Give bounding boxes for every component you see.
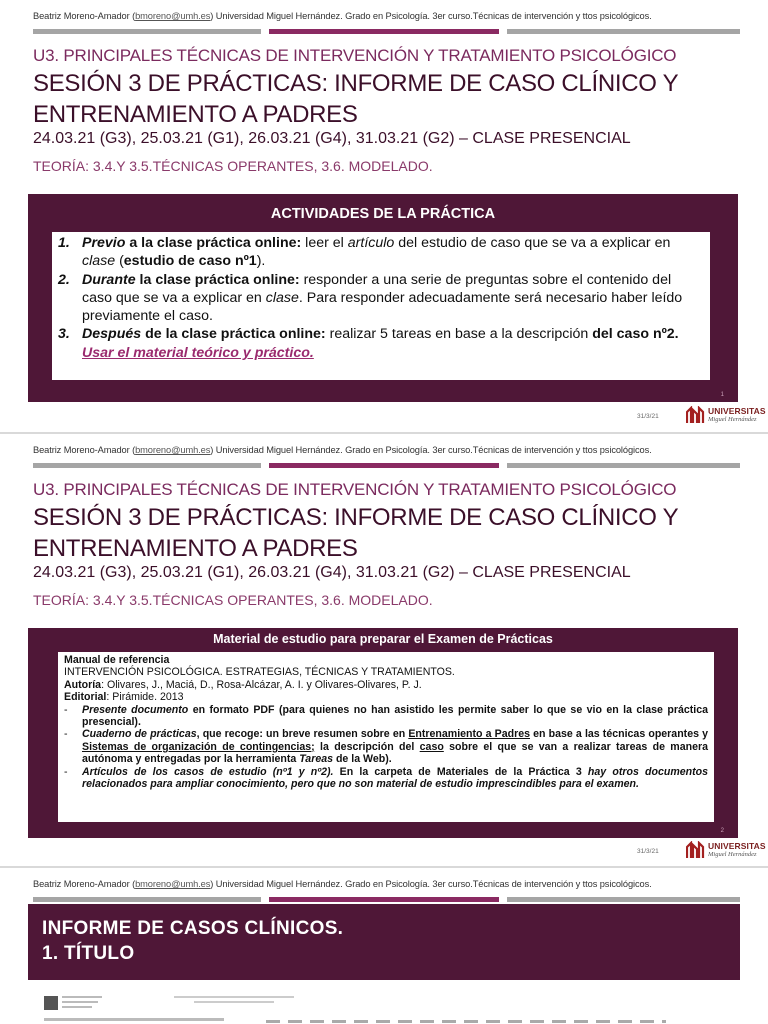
- activity-item: 3. Después de la clase práctica online: realizar 5 tareas en base a la descripción del caso nº2. Usar el material teórico y práctico.: [58, 326, 679, 361]
- header-bars: [33, 29, 740, 34]
- header-bar-gray: [507, 897, 740, 902]
- activities-title: ACTIVIDADES DE LA PRÁCTICA: [270, 206, 496, 222]
- study-material-title: Material de estudio para preparar el Examen de Prácticas: [213, 632, 553, 646]
- umh-logo-icon: [686, 406, 706, 424]
- unit-title: U3. PRINCIPALES TÉCNICAS DE INTERVENCIÓN Y TRATAMIENTO PSICOLÓGICO: [33, 46, 677, 65]
- article-preview: [44, 994, 684, 1024]
- email-link[interactable]: bmoreno@umh.es: [135, 445, 211, 455]
- manual-title: INTERVENCIÓN PSICOLÓGICA. ESTRATEGIAS, TÉCNICAS Y TRATAMIENTOS.: [64, 666, 455, 679]
- activity-item: 2. Durante la clase práctica online: responder a una serie de preguntas sobre el contenido del caso que se va a explicar en clase. Para responder adecuadamente será necesario haber leído previamente el caso.: [58, 271, 683, 325]
- manual-editorial: : Pirámide. 2013: [106, 691, 184, 704]
- slide-header: Beatriz Moreno-Amador (bmoreno@umh.es) Universidad Miguel Hernández. Grado en Psicología. 3er curso.Técnicas de intervención y ttos psicológicos.: [33, 445, 652, 455]
- header-bar-gray: [507, 29, 740, 34]
- activities-list-panel: [52, 232, 710, 380]
- activities-list: [52, 232, 710, 362]
- header-bars: [33, 897, 740, 902]
- material-item: - Presente documento en formato PDF (para quienes no han asistido les permite saber lo que se vio en la clase práctica presencial).: [64, 703, 708, 729]
- slide-2: [0, 434, 768, 866]
- section-banner: [28, 904, 740, 980]
- material-item: - Artículos de los casos de estudio (nº1 y nº2). En la carpeta de Materiales de la Práctica 3 hay otros documentos relacionados para ampliar conocimiento, pero que no son material de estudio imprescindibles para el examen.: [64, 765, 708, 791]
- header-bar-purple: [269, 463, 499, 468]
- session-title: SESIÓN 3 DE PRÁCTICAS: INFORME DE CASO CLÍNICO Y ENTRENAMIENTO A PADRES: [33, 70, 678, 128]
- material-item: - Cuaderno de prácticas, que recoge: un breve resumen sobre en Entrenamiento a Padres en base a las técnicas operantes y Sistemas de organización de contingencias; la descripción del caso sobre el que se van a realizar tareas de manera autónoma y entregadas por la herramienta Tareas de la Web).: [64, 728, 709, 766]
- umh-logo: UNIVERSITAS Miguel Hernández: [686, 405, 766, 427]
- umh-logo: UNIVERSITAS Miguel Hernández: [686, 840, 766, 862]
- slide-header: Beatriz Moreno-Amador (bmoreno@umh.es) Universidad Miguel Hernández. Grado en Psicología. 3er curso.Técnicas de intervención y ttos psicológicos.: [33, 879, 652, 889]
- email-link[interactable]: bmoreno@umh.es: [135, 11, 211, 21]
- slide-1: [0, 0, 768, 432]
- journal-logo-icon: [44, 996, 58, 1010]
- manual-label: Manual de referencia: [64, 654, 170, 666]
- page-number: 2: [720, 828, 724, 834]
- header-bar-gray: [33, 29, 261, 34]
- slide-header: Beatriz Moreno-Amador (bmoreno@umh.es) Universidad Miguel Hernández. Grado en Psicología. 3er curso.Técnicas de intervención y ttos psicológicos.: [33, 11, 652, 21]
- session-dates: 24.03.21 (G3), 25.03.21 (G1), 26.03.21 (G4), 31.03.21 (G2) – CLASE PRESENCIAL: [33, 130, 631, 147]
- session-title: SESIÓN 3 DE PRÁCTICAS: INFORME DE CASO CLÍNICO Y ENTRENAMIENTO A PADRES: [33, 504, 678, 562]
- slide-date: 31/3/21: [637, 413, 659, 420]
- header-bar-purple: [269, 897, 499, 902]
- material-list: [64, 704, 708, 791]
- umh-logo-icon: [686, 841, 706, 859]
- header-bars: [33, 463, 740, 468]
- header-bar-gray: [33, 463, 261, 468]
- header-bar-purple: [269, 29, 499, 34]
- section-banner-title: INFORME DE CASOS CLÍNICOS. 1. TÍTULO: [42, 918, 344, 964]
- session-dates: 24.03.21 (G3), 25.03.21 (G1), 26.03.21 (G4), 31.03.21 (G2) – CLASE PRESENCIAL: [33, 564, 631, 581]
- header-bar-gray: [33, 897, 261, 902]
- unit-title: U3. PRINCIPALES TÉCNICAS DE INTERVENCIÓN Y TRATAMIENTO PSICOLÓGICO: [33, 480, 677, 499]
- material-link[interactable]: Usar el material teórico y práctico.: [82, 344, 314, 361]
- study-material-box: [28, 628, 738, 838]
- slide-3: [0, 868, 768, 1024]
- activities-box: [28, 194, 738, 402]
- theory-topics: TEORÍA: 3.4.Y 3.5.TÉCNICAS OPERANTES, 3.6. MODELADO.: [33, 158, 433, 174]
- email-link[interactable]: bmoreno@umh.es: [135, 879, 211, 889]
- study-material-content: Manual de referencia INTERVENCIÓN PSICOLÓGICA. ESTRATEGIAS, TÉCNICAS Y TRATAMIENTOS. Autoría: Olivares, J., Maciá, D., Rosa-Alcázar, A. I. y Olivares-Olivares, P. J. Editorial: Pirámide. 2013 - Presente documento en formato PDF (para quienes no han asistido les permite saber lo que se vio en la clase práctica presencial). - Cuaderno de prácticas, que recoge: un breve resumen sobre en Entrenamiento a Padres en base a las técnicas operantes y Sistemas de organización de contingencias; la descripción del caso sobre el que se van a realizar tareas de manera autónoma y entregadas por la herramienta Tareas de la Web). - Artículos de los casos de estudio (nº1 y nº2). En la carpeta de Materiales de la Práctica 3 hay otros documentos relacionados para ampliar conocimiento, pero que no son material de estudio imprescindibles para el examen.: [64, 654, 709, 791]
- study-material-panel: [58, 652, 714, 822]
- theory-topics: TEORÍA: 3.4.Y 3.5.TÉCNICAS OPERANTES, 3.6. MODELADO.: [33, 592, 433, 608]
- header-bar-gray: [507, 463, 740, 468]
- activity-item: 1. Previo a la clase práctica online: leer el artículo del estudio de caso que se va a explicar en clase (estudio de caso nº1).: [58, 235, 671, 270]
- slide-date: 31/3/21: [637, 848, 659, 855]
- page-number: 1: [720, 392, 724, 398]
- manual-authors: : Olivares, J., Maciá, D., Rosa-Alcázar, A. I. y Olivares-Olivares, P. J.: [101, 678, 422, 691]
